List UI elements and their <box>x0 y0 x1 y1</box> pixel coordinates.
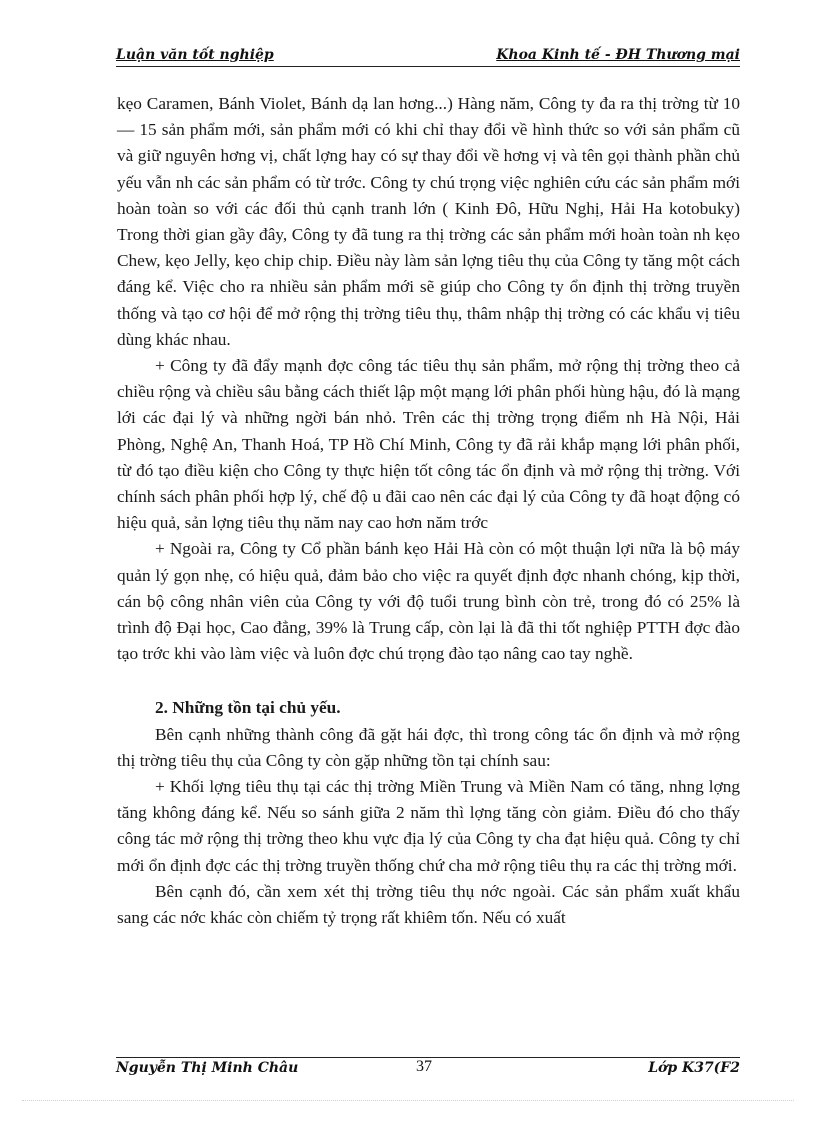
page-edge-line <box>22 1100 794 1101</box>
paragraph-3: + Ngoài ra, Công ty Cổ phần bánh kẹo Hải Hà còn có một thuận lợi nữa là bộ máy quản lý gọn nhẹ, có hiệu quả, đảm bảo cho việc ra quyết định đợc nhanh chóng, kịp thời, cán bộ công nhân viên của Công ty với độ tuổi trung bình còn trẻ, trong đó có 25% là trình độ Đại học, Cao đẳng, 39% là Trung cấp, còn lại là đã thi tốt nghiệp PTTH đợc đào tạo trớc khi vào làm việc và luôn đợc chú trọng đào tạo nâng cao tay nghề. <box>117 539 740 664</box>
paragraph-4: Bên cạnh những thành công đã gặt hái đợc, thì trong công tác ổn định và mở rộng thị trờng tiêu thụ của Công ty còn gặp những tồn tại chính sau: <box>117 724 740 770</box>
footer-author: Nguyễn Thị Minh Châu <box>116 1060 299 1076</box>
header-faculty: Khoa Kinh tế - ĐH Thương mại <box>496 47 740 63</box>
header-divider <box>116 66 740 67</box>
paragraph-5: + Khối lợng tiêu thụ tại các thị trờng Miền Trung và Miền Nam có tăng, nhng lợng tăng không đáng kể. Nếu so sánh giữa 2 năm thì lợng tăng còn giảm. Điều đó cho thấy công tác mở rộng thị trờng theo khu vực địa lý của Công ty cha đạt hiệu quả. Công ty chỉ mới ổn định đợc các thị trờng truyền thống chứ cha mở rộng tiêu thụ ra các thị trờng mới. <box>117 777 740 875</box>
paragraph-1: kẹo Caramen, Bánh Violet, Bánh dạ lan hơng...) Hàng năm, Công ty đa ra thị trờng từ 10 — 15 sản phẩm mới, sản phẩm mới có khi chỉ thay đổi về hình thức so với sản phẩm cũ và giữ nguyên hơng vị, chất lợng hay có sự thay đổi về hơng vị và tên gọi thành phần chủ yếu vẫn nh các sản phẩm có từ trớc. Công ty chú trọng việc nghiên cứu các sản phẩm mới hoàn toàn so với các đối thủ cạnh tranh lớn ( Kinh Đô, Hữu Nghị, Hải Ha kotobuky) Trong thời gian gầy đây, Công ty đã tung ra thị trờng các sản phẩm mới hoàn toàn nh kẹo Chew, kẹo Jelly, kẹo chip chip. Điều này làm sản lợng tiêu thụ của Công ty tăng một cách đáng kể. Việc cho ra nhiều sản phẩm mới sẽ giúp cho Công ty ổn định thị trờng truyền thống và tạo cơ hội để mở rộng thị trờng tiêu thụ, thâm nhập thị trờng có các khẩu vị tiêu dùng khác nhau. <box>117 94 740 349</box>
page-header <box>116 47 740 67</box>
body-text <box>117 91 740 931</box>
page-number: 37 <box>416 1058 432 1075</box>
section-heading: 2. Những tồn tại chủ yếu. <box>155 698 341 718</box>
paragraph-6: Bên cạnh đó, cần xem xét thị trờng tiêu thụ nớc ngoài. Các sản phẩm xuất khẩu sang các nớc khác còn chiếm tỷ trọng rất khiêm tốn. Nếu có xuất <box>117 881 740 928</box>
paragraph-2: + Công ty đã đẩy mạnh đợc công tác tiêu thụ sản phẩm, mở rộng thị trờng theo cả chiều rộng và chiều sâu bằng cách thiết lập một mạng lới phân phối hùng hậu, đó là mạng lới các đại lý và những ngời bán nhỏ. Trên các thị trờng trọng điểm nh Hà Nội, Hải Phòng, Nghệ An, Thanh Hoá, TP Hồ Chí Minh, Công ty đã rải khắp mạng lới phân phối, từ đó tạo điều kiện cho Công ty thực hiện tốt công tác ổn định và mở rộng thị trờng. Với chính sách phân phối hợp lý, chế độ u đãi cao nên các đại lý của Công ty đã hoạt động có hiệu quả, sản lợng tiêu thụ năm nay cao hơn năm trớc <box>117 356 740 533</box>
header-thesis-title: Luận văn tốt nghiệp <box>116 47 274 63</box>
page-footer <box>116 1060 740 1080</box>
footer-class: Lớp K37(F2 <box>648 1060 740 1076</box>
